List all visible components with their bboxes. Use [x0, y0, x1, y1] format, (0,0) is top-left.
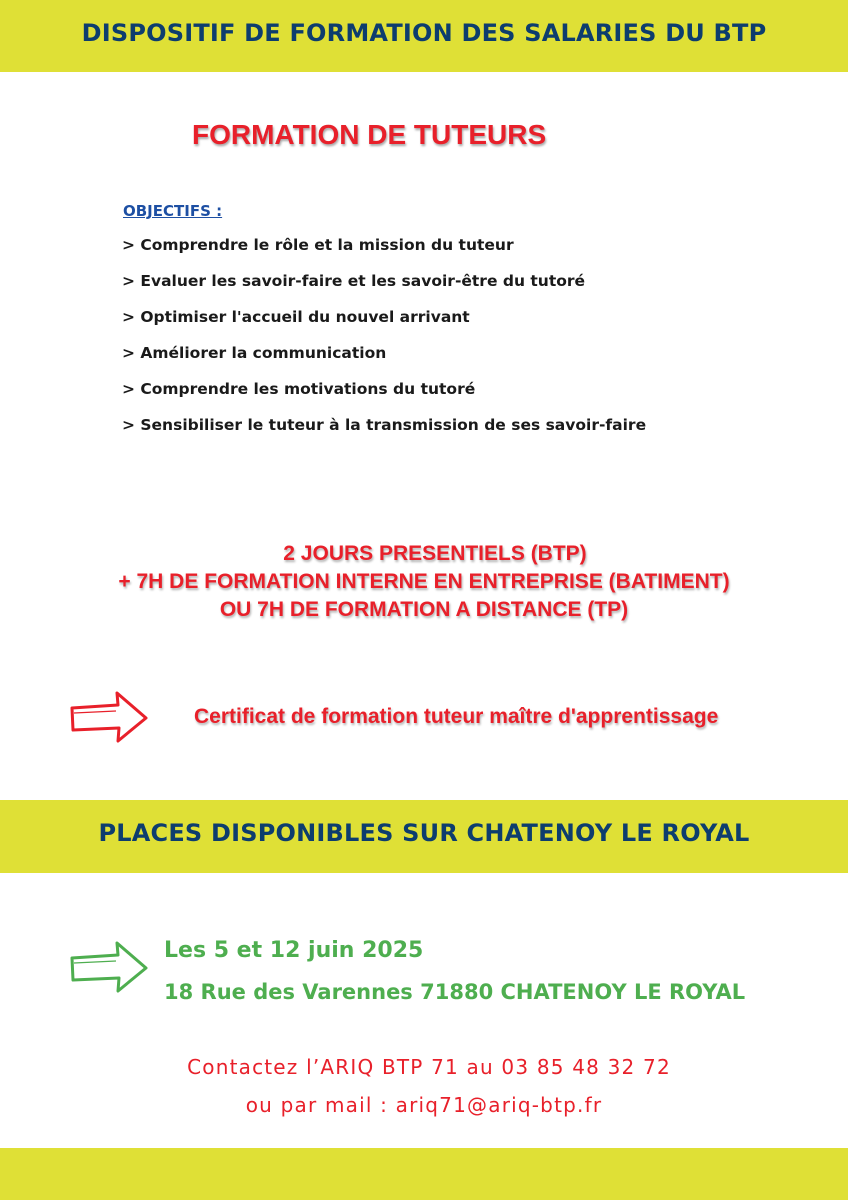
objectifs-heading: OBJECTIFS :	[123, 202, 223, 220]
footer-band	[0, 1148, 848, 1200]
list-item: > Comprendre le rôle et la mission du tuteur	[122, 236, 514, 254]
list-item: > Améliorer la communication	[122, 344, 387, 362]
places-title: PLACES DISPONIBLES SUR CHATENOY LE ROYAL	[98, 819, 750, 847]
list-item: > Optimiser l'accueil du nouvel arrivant	[122, 308, 470, 326]
list-item: > Comprendre les motivations du tutoré	[122, 380, 476, 398]
duration-line: OU 7H DE FORMATION A DISTANCE (TP)	[219, 598, 629, 621]
objectifs-list	[122, 235, 646, 451]
header-title: DISPOSITIF DE FORMATION DES SALARIES DU BTP	[81, 19, 767, 47]
session-address: 18 Rue des Varennes 71880 CHATENOY LE ROYAL	[164, 980, 746, 1004]
contact-phone: Contactez l’ARIQ BTP 71 au 03 85 48 32 72	[187, 1055, 671, 1079]
contact-mail: ou par mail : ariq71@ariq-btp.fr	[245, 1093, 603, 1117]
list-item: > Sensibiliser le tuteur à la transmission de ses savoir-faire	[122, 416, 647, 434]
duration-line: 2 JOURS PRESENTIELS (BTP)	[283, 542, 587, 565]
certificat-text: Certificat de formation tuteur maître d'apprentissage	[194, 705, 719, 728]
list-item: > Evaluer les savoir-faire et les savoir-être du tutoré	[122, 272, 586, 290]
arrow-right-icon	[68, 688, 150, 746]
duration-line: + 7H DE FORMATION INTERNE EN ENTREPRISE (BATIMENT)	[118, 570, 730, 593]
session-date: Les 5 et 12 juin 2025	[164, 938, 424, 963]
arrow-right-icon	[68, 938, 150, 996]
duration-block	[0, 540, 848, 624]
page-title: FORMATION DE TUTEURS	[192, 119, 547, 150]
